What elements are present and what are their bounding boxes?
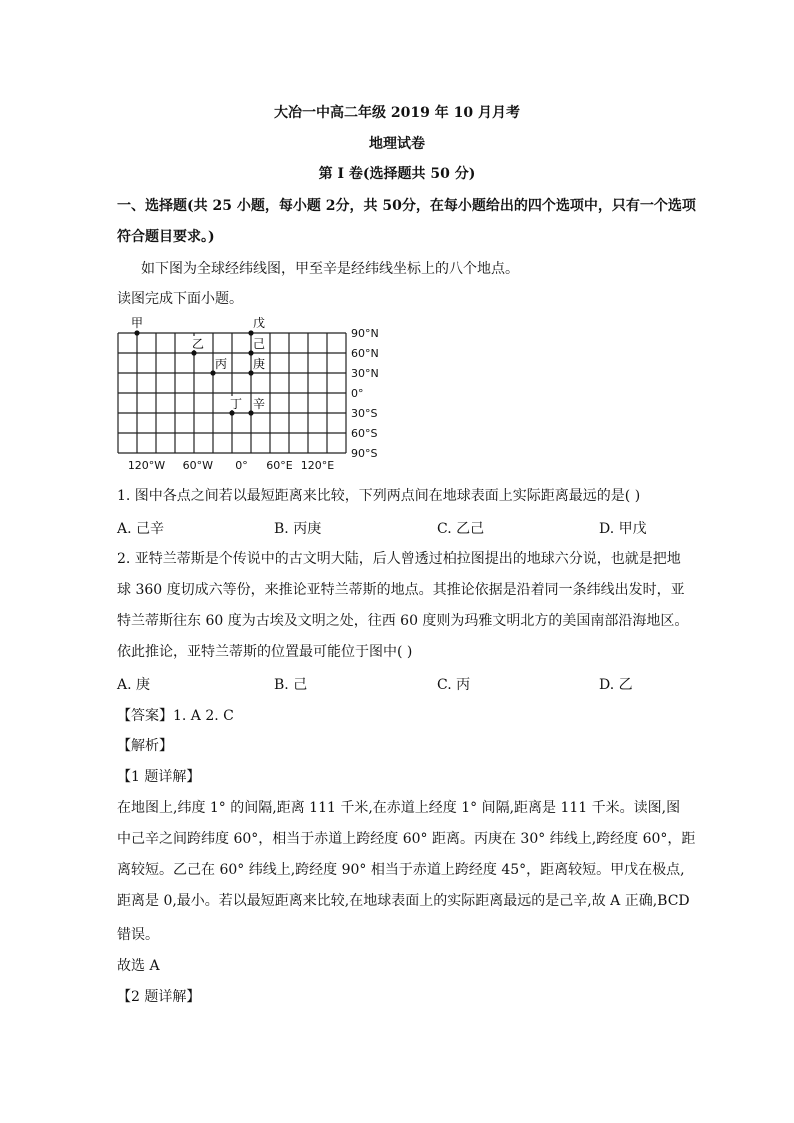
map-point-label: 己	[253, 337, 266, 351]
longitude-label: 0°	[235, 459, 248, 472]
exam-title: 大冶一中高二年级 2019 年 10 月月考	[274, 105, 520, 121]
map-point-dot	[210, 370, 215, 375]
q1-option-b: B. 丙庚	[274, 521, 322, 537]
longitude-label: 120°E	[300, 459, 335, 472]
question-2-line3: 特兰蒂斯往东 60 度为古埃及文明之处，往西 60 度则为玛雅文明北方的美国南部沿海地区。	[117, 613, 689, 629]
question-2-line1: 2. 亚特兰蒂斯是个传说中的古文明大陆，后人曾透过柏拉图提出的地球六分说，也就是把地	[117, 551, 681, 567]
latitude-label: 0°	[351, 387, 364, 400]
q1-detail-heading: 【1 题详解】	[117, 769, 201, 785]
map-point-label: 庚	[253, 357, 266, 371]
q2-option-a: A. 庚	[117, 677, 151, 693]
q2-option-b: B. 己	[274, 677, 308, 693]
section-heading-line1: 一、选择题(共 25 小题，每小题 2分，共 50分，在每小题给出的四个选项中，只有一个选项	[117, 198, 696, 214]
latitude-label: 60°N	[351, 347, 379, 360]
answer-line: 【答案】1. A 2. C	[117, 708, 234, 724]
map-point-dot	[248, 350, 253, 355]
latitude-label: 30°N	[351, 367, 379, 380]
map-point-label: 辛	[253, 397, 266, 411]
q1-choice-line: 故选 A	[117, 958, 160, 974]
q1-option-c: C. 乙己	[437, 521, 485, 537]
map-point-dot	[191, 350, 196, 355]
map-point-dot	[134, 330, 139, 335]
longitude-label: 60°W	[182, 459, 213, 472]
exam-subject: 地理试卷	[369, 136, 425, 152]
intro-line2: 读图完成下面小题。	[117, 291, 243, 307]
latitude-label: 60°S	[351, 427, 378, 440]
map-point-label: 丙	[215, 357, 228, 371]
q1-detail-line3: 离较短。乙己在 60° 纬线上,跨经度 90° 相当于赤道上跨经度 45°，距离较短。甲戊在极点,	[117, 862, 685, 878]
q1-option-d: D. 甲戊	[599, 521, 647, 537]
longitude-label: 120°W	[127, 459, 166, 472]
section-heading-line2: 符合题目要求。)	[117, 229, 215, 245]
map-point-label: 甲	[131, 316, 144, 330]
latitude-label: 90°N	[351, 327, 379, 340]
latitude-label: 30°S	[351, 407, 378, 420]
q1-option-a: A. 己辛	[117, 521, 165, 537]
map-point-dot	[248, 330, 253, 335]
q2-detail-heading: 【2 题详解】	[117, 989, 201, 1005]
question-2-line4: 依此推论，亚特兰蒂斯的位置最可能位于图中( )	[117, 644, 413, 660]
map-point-label: 乙	[192, 337, 205, 351]
question-1: 1. 图中各点之间若以最短距离来比较，下列两点间在地球表面上实际距离最远的是( )	[117, 488, 641, 504]
latitude-label: 90°S	[351, 447, 378, 460]
analysis-heading: 【解析】	[117, 738, 173, 754]
q1-detail-line5: 错误。	[117, 927, 159, 943]
lat-lon-grid-map	[100, 312, 400, 472]
map-point-dot	[248, 410, 253, 415]
q1-detail-line2: 中己辛之间跨纬度 60°，相当于赤道上跨经度 60° 距离。丙庚在 30° 纬线上,跨经度 60°，距	[117, 831, 696, 847]
q2-option-c: C. 丙	[437, 677, 471, 693]
map-point-dot	[248, 370, 253, 375]
longitude-label: 60°E	[266, 459, 293, 472]
map-point-label: 丁	[230, 397, 243, 411]
q1-detail-line1: 在地图上,纬度 1° 的间隔,距离 111 千米,在赤道上经度 1° 间隔,距离是 111 千米。读图,图	[117, 800, 681, 816]
q1-detail-line4: 距离是 0,最小。若以最短距离来比较,在地球表面上的实际距离最远的是己辛,故 A 正确,BCD	[117, 893, 690, 909]
q2-option-d: D. 乙	[599, 677, 633, 693]
volume-heading: 第 I 卷(选择题共 50 分)	[318, 166, 476, 182]
map-point-dot	[229, 410, 234, 415]
intro-line1: 如下图为全球经纬线图，甲至辛是经纬线坐标上的八个地点。	[141, 261, 519, 277]
question-2-line2: 球 360 度切成六等份，来推论亚特兰蒂斯的地点。其推论依据是沿着同一条纬线出发时，亚	[117, 582, 685, 598]
map-point-label: 戊	[253, 316, 266, 330]
